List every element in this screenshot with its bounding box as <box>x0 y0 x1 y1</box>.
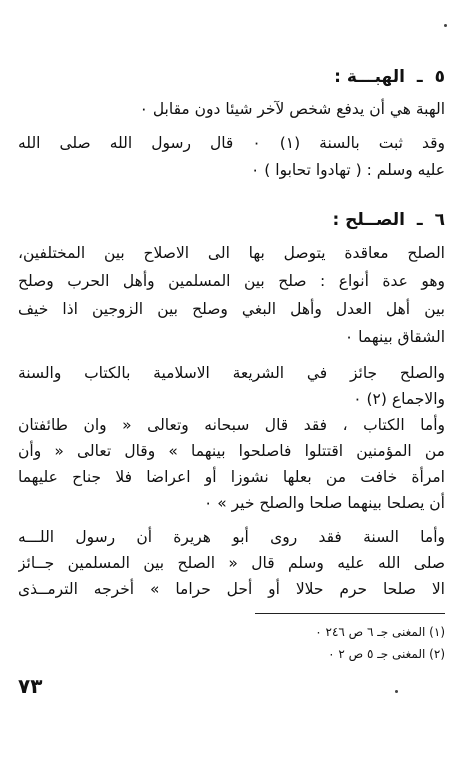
section-6-number: ٦ <box>434 210 445 230</box>
section-6-line: والاجماع (٢) ٠ <box>353 390 445 408</box>
section-6-line: امرأة خافت من بعلها نشوزا أو اعراضا فلا جناح عليهما <box>18 468 445 486</box>
footnote-1: (١) المغنى جـ ٦ ص ٢٤٦ ٠ <box>315 625 445 639</box>
section-6-line: صلى الله عليه وسلم قال « الصلح بين المسلمين جــائز <box>18 554 445 572</box>
section-6-line: من المؤمنين اقتتلوا فاصلحوا بينهما » وقال تعالى « وأن <box>18 442 445 460</box>
section-6-line: وأما السنة فقد روى أبو هريرة أن رسول اللـــه <box>18 528 445 546</box>
section-5-line: عليه وسلم : ( تهادوا تحابوا ) ٠ <box>251 161 445 179</box>
section-6-heading <box>18 205 445 235</box>
section-6-line: الا صلحا حرم حلالا أو أحل حراما » أخرجه الترمــذى <box>18 580 445 598</box>
section-6-line: وهو عدة أنواع : صلح بين المسلمين وأهل الحرب وصلح <box>18 272 445 290</box>
section-6-line: والصلح جائز في الشريعة الاسلامية بالكتاب والسنة <box>18 364 445 382</box>
section-5-dash: ـ <box>416 67 423 87</box>
section-6-line: الشقاق بينهما ٠ <box>344 328 445 346</box>
section-6-line: الصلح معاقدة يتوصل بها الى الاصلاح بين المختلفين، <box>18 244 445 262</box>
page-number: ٧٣ <box>18 674 43 698</box>
section-5-line: وقد ثبت بالسنة (١) ٠ قال رسول الله صلى الله <box>18 134 445 152</box>
scan-speck <box>444 24 447 27</box>
footnote-2: (٢) المغنى جـ ٥ ص ٢ ٠ <box>328 647 445 661</box>
section-5-line: الهبة هي أن يدفع شخص لآخر شيئا دون مقابل ٠ <box>139 100 445 118</box>
section-6-line: وأما الكتاب ، فقد قال سبحانه وتعالى « وان طائفتان <box>18 416 445 434</box>
section-6-line: أن يصلحا بينهما صلحا والصلح خير » ٠ <box>203 494 445 512</box>
section-5-title: الهبـــة : <box>334 67 405 87</box>
section-5-number: ٥ <box>434 67 445 87</box>
section-6-title: الصــلح : <box>332 210 405 230</box>
section-6-dash: ـ <box>416 210 423 230</box>
scan-speck <box>395 690 398 693</box>
footnote-separator <box>255 613 445 614</box>
section-6-line: بين أهل العدل وأهل البغي وصلح بين الزوجين اذا خيف <box>18 300 445 318</box>
section-5-heading <box>18 62 445 92</box>
